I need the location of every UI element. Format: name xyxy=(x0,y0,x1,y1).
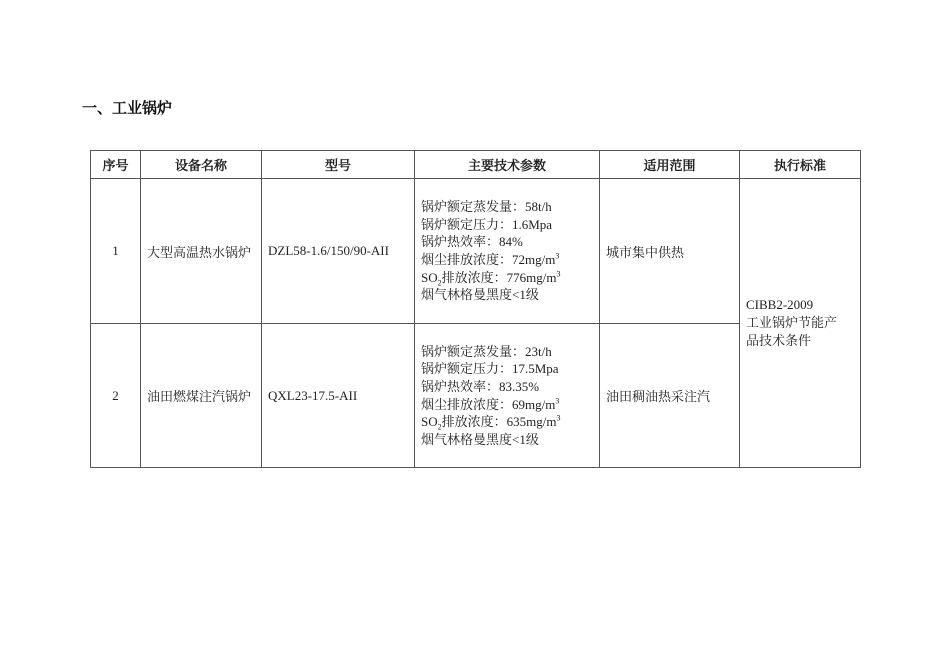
model-number: QXL23-17.5-AII xyxy=(262,324,415,468)
param-rated-pressure: 锅炉额定压力：1.6Mpa xyxy=(421,216,553,232)
param-efficiency: 锅炉热效率：83.35% xyxy=(421,378,540,394)
header-main-params: 主要技术参数 xyxy=(415,151,600,179)
superscript-3: 3 xyxy=(556,269,561,279)
header-equipment-name: 设备名称 xyxy=(141,151,262,179)
param-smoke-blackness: 烟气林格曼黑度<1级 xyxy=(421,287,539,303)
param-dust-emission xyxy=(421,251,593,269)
section-title: 一、工业锅炉 xyxy=(82,99,173,117)
param-dust-emission xyxy=(421,396,593,414)
application-scope: 城市集中供热 xyxy=(600,179,740,324)
dust-emission-text: 烟尘排放浓度：69mg/m xyxy=(421,396,556,412)
subscript-2: 2 xyxy=(437,422,442,432)
so2-label: SO xyxy=(421,414,438,430)
standard-name-line2: 品技术条件 xyxy=(746,333,812,348)
subscript-2: 2 xyxy=(437,278,442,288)
param-rated-output: 锅炉额定蒸发量：23t/h xyxy=(421,343,552,359)
param-so2-emission xyxy=(421,413,593,431)
technical-params xyxy=(415,324,600,468)
boiler-spec-table xyxy=(90,150,861,468)
header-no: 序号 xyxy=(91,151,141,179)
param-efficiency: 锅炉热效率：84% xyxy=(421,234,523,250)
equipment-name: 大型高温热水锅炉 xyxy=(141,179,262,324)
row-no: 1 xyxy=(91,179,141,324)
so2-emission-text: 排放浓度：635mg/m xyxy=(441,414,557,430)
application-scope: 油田稠油热采注汽 xyxy=(600,324,740,468)
superscript-3: 3 xyxy=(556,413,561,423)
param-rated-pressure: 锅炉额定压力：17.5Mpa xyxy=(421,361,559,377)
table-row xyxy=(91,179,861,324)
param-smoke-blackness: 烟气林格曼黑度<1级 xyxy=(421,431,539,447)
standard-name-line1: 工业锅炉节能产 xyxy=(746,315,838,330)
table-header-row xyxy=(91,151,861,179)
standard-code: CIBB2-2009 xyxy=(746,297,814,312)
param-rated-output: 锅炉额定蒸发量：58t/h xyxy=(421,199,552,215)
so2-label: SO xyxy=(421,269,438,285)
model-number: DZL58-1.6/150/90-AII xyxy=(262,179,415,324)
header-scope: 适用范围 xyxy=(600,151,740,179)
superscript-3: 3 xyxy=(555,251,560,261)
header-model: 型号 xyxy=(262,151,415,179)
param-so2-emission xyxy=(421,269,593,287)
header-standard: 执行标准 xyxy=(740,151,861,179)
dust-emission-text: 烟尘排放浓度：72mg/m xyxy=(421,252,556,267)
technical-params xyxy=(415,179,600,324)
equipment-name: 油田燃煤注汽锅炉 xyxy=(141,324,262,468)
execution-standard xyxy=(740,179,861,468)
row-no: 2 xyxy=(91,324,141,468)
so2-emission-text: 排放浓度：776mg/m xyxy=(441,269,557,285)
superscript-3: 3 xyxy=(555,396,560,406)
